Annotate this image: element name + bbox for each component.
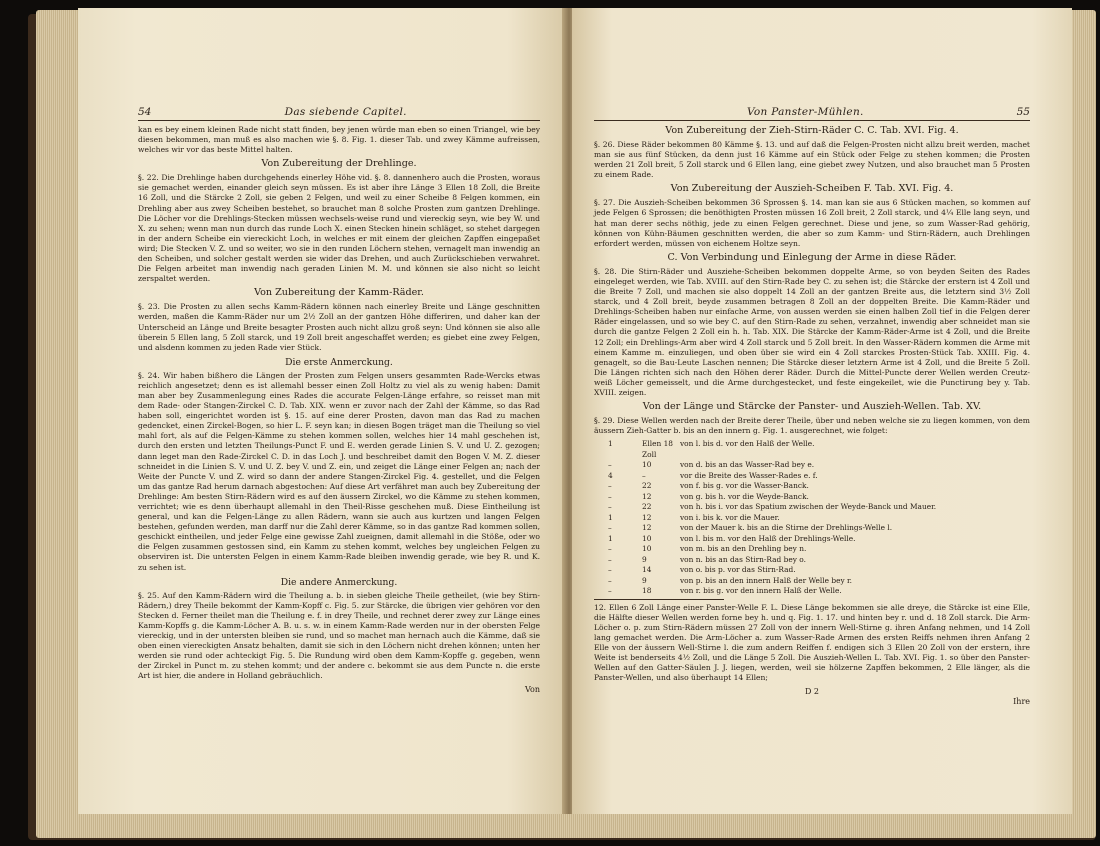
paragraph-27: §. 27. Die Auszieh-Scheiben bekommen 36 Sprossen §. 14. man kan sie aus 6 Stücken machen, so kommen auf jede Felgen 6 Sprossen; die benöthigten Prosten müssen 16 Zoll breit, 2 Zoll starck, und 4¼ Elle lang seyn, und hat man derer sechs nöthig, jede zu einen Felgen gerechnet. Diese und jene, so zum Wasser-Rad gehörig, können von Kühn-Bäumen geschnitten werden, die aber so zum Kamm- und Stirn-Rädern, auch Drehlingen erfordert werden, müssen von eichenem Holtze seyn. <box>594 198 1030 248</box>
paragraph-23: §. 23. Die Prosten zu allen sechs Kamm-Rädern können nach einerley Breite und Länge geschnitten werden, maßen die Kamm-Räder nur um 2½ Zoll an der gantzen Höhe differiren, und daher kan der Unterscheid an Länge und Breite besagter Prosten auch nicht allzu groß seyn: Und können sie also alle überein 5 Ellen lang, 5 Zoll starck, und 19 Zoll breit angeschaffet werden; es giebet eine zwey Felgen, und alsdenn kommen zu jeden Rade vier Stück. <box>138 302 540 352</box>
table-row <box>608 523 1030 534</box>
table-cell: 1 <box>608 533 613 543</box>
left-intro-paragraph: kan es bey einem kleinen Rade nicht statt finden, bey jenen würde man eben so einen Triangel, wie bey diesen bekommen, man muß es also machen wie §. 8. Fig. 1. dieser Tab. und zwey Kämme aufreissen, welches wir vor das beste Mittel halten. <box>138 125 540 155</box>
right-running-head <box>594 106 1030 121</box>
right-page-content <box>572 106 1072 706</box>
table-cell: 18 <box>642 586 652 596</box>
paragraph-29: §. 29. Diese Wellen werden nach der Breite derer Theile, über und neben welche sie zu liegen kommen, von dem äussern Zieh-Gatter b. bis an den innern g. Fig. 1. ausgerechnet, wie folget: <box>594 416 1030 436</box>
table-cell: – <box>608 460 612 470</box>
signature-mark: D 2 <box>804 686 820 696</box>
table-cell: von f. bis g. vor die Wasser-Banck. <box>680 481 809 491</box>
table-cell: 10 <box>642 544 652 554</box>
table-cell: von der Mauer k. bis an die Stirne der Drehlings-Welle l. <box>680 523 893 533</box>
heading-wellen: Von der Länge und Stärcke der Panster- und Auszieh-Wellen. Tab. XV. <box>642 401 982 413</box>
table-cell: – <box>608 481 612 491</box>
table-row <box>608 544 1030 555</box>
table-row <box>608 586 1030 597</box>
table-row <box>608 513 1030 524</box>
heading-arme: C. Von Verbindung und Einlegung der Arme in diese Räder. <box>667 251 957 263</box>
paragraph-total: 12. Ellen 6 Zoll Länge einer Panster-Welle F. L. Diese Länge bekommen sie alle dreye, die Stärcke ist eine Elle, die Hälfte dieser Wellen werden forne bey h. und q. Fig. 1. 17. und hinten bey r. und d. 18 Zoll starck. Die Arm-Löcher o. p. zum Stirn-Rädern müssen 27 Zoll von der innern Well-Stirne g. ihren Anfang nehmen, und 14 Zoll lang gemachet werden. Die Arm-Löcher a. zum Wasser-Rade Armen des ersten Reiffs nehmen ihren Anfang 2 Elle von der äussern Well-Stirne l. die zum andern Reiffen f. endigen sich 3 Ellen 20 Zoll von der erstern, ihre Weite ist benderseits 4½ Zoll, und die Länge 5 Zoll. Die Auszieh-Wellen L. Tab. XVI. Fig. 1. so über den Panster-Wellen auf den Gatter-Säulen J. J. liegen, werden, weil sie hölzerne Zapffen bekommen, 2 Elle länger, als die Panster-Wellen, und also überhaupt 14 Ellen; <box>594 602 1030 683</box>
table-cell: von n. bis an das Stirn-Rad bey o. <box>680 554 806 564</box>
paragraph-24: §. 24. Wir haben bißhero die Längen der Prosten zum Felgen unsers gesammten Rade-Wercks etwas reichlich angesetzet; denn es ist allemahl besser einen Zoll Holtz zu viel als zu wenig haben: Damit man aber bey Zusammenlegung eines Rades die accurate Felgen-Länge erfahre, so reisset man mit dem Rade- oder Stangen-Zirckel C. D. Tab. XIX. wenn er zuvor nach der Zahl der Kämme, so das Rad haben soll, eingerichtet worden ist §. 15. auf eine derer Prosten, davon man das Rad zu machen gedencket, einen Zirckel-Bogen, so hier L. F. seyn kan; in diesen Bogen träget man die Theilung so viel mahl fort, als auf die Felgen-Kämme zu stehen kommen sollen, welches hier 14 mahl geschehen ist, durch den ersten und letzten Theilungs-Punct F. und E. werden gerade Linien S. V. und U. Z. gezogen; dann leget man den Rade-Zirckel C. D. in das Loch J. und beschreibet damit den Bogen V. M. Z. dieser schneidet in die Linien S. V. und U. Z. bey V. und Z. ein, und zeiget die Länge einer Felgen an; nach der Weite der Puncte V. und Z. wird so dann der andere Stangen-Zirckel Fig. 4. gestellet, und die Felgen um das gantze Rad herum darnach abgestochen: Auf diese Art verfähret man auch bey Zubereitung der Drehlinge: Am besten Stirn-Rädern wird es auf den äussern Zirckel, wo die Kämme zu stehen kommen, verrichtet; wie es denn überhaupt allemahl in den Theil-Risse geschehen muß. Diese Eintheilung ist general, und kan die Felgen-Länge zu allen Rädern, wann sie auch aus kurtzen und langen Felgen bestehen, gefunden werden, man darff nur die Zahl derer Kämme, so in das gantze Rad kommen sollen, geschickt eintheilen, und jeder Felge eine gewisse Zahl zueignen, damit allemahl in die Stöße, oder wo die Felgen zusammen gestossen sind, ein Kamm zu stehen kommt, welches bey ungleichen Felgen zu observiren ist. Die untersten Felgen in einem Kamm-Rade bleiben inwendig gerade, wie bey R. und K. zu sehen ist. <box>138 370 540 572</box>
sum-rule <box>594 599 724 600</box>
table-cell: von p. bis an den innern Halß der Welle bey r. <box>680 575 853 585</box>
table-cell: – <box>608 554 612 564</box>
heading-andere-anmerckung: Die andere Anmerckung. <box>280 576 398 588</box>
heading-drehlinge: Von Zubereitung der Drehlinge. <box>261 158 417 170</box>
table-cell: von i. bis k. vor die Mauer. <box>680 512 780 522</box>
left-catchword: Von <box>524 684 540 694</box>
left-running-title: Das siebende Capitel. <box>284 106 407 118</box>
table-cell: von d. bis an das Wasser-Rad bey e. <box>680 460 815 470</box>
table-row <box>608 460 1030 471</box>
left-page <box>78 8 566 814</box>
table-cell: 12 <box>642 523 652 533</box>
table-cell: von r. bis g. vor den innern Halß der Welle. <box>680 586 842 596</box>
table-row <box>608 576 1030 587</box>
table-cell: – <box>608 502 612 512</box>
table-row <box>608 555 1030 566</box>
left-running-head <box>138 106 540 121</box>
table-cell: 12 <box>642 512 652 522</box>
table-cell: – <box>608 586 612 596</box>
table-cell: von l. bis d. vor den Halß der Welle. <box>680 439 815 449</box>
measurement-table <box>608 439 1030 597</box>
table-cell: von m. bis an den Drehling bey n. <box>680 544 807 554</box>
table-cell: 10 <box>642 533 652 543</box>
paragraph-22: §. 22. Die Drehlinge haben durchgehends einerley Höhe vid. §. 8. dannenhero auch die Prosten, woraus sie gemachet werden, einander gleich seyn müssen. Es ist aber ihre Länge 3 Ellen 18 Zoll, die Breite 16 Zoll, und die Stärcke 2 Zoll, sie geben 2 Felgen, und weil zu einer Scheibe 8 Felgen kommen, ein Drehling aber aus zwey Scheiben bestehet, so brauchet man 8 solche Prosten zum gantzen Drehlinge. Die Löcher vor die Drehlings-Stecken müssen wechsels-weise rund und viereckig seyn, wie bey W. und X. zu sehen; wenn man nun durch das runde Loch X. einen Stecken hinein schläget, so stehet dargegen in der andern Scheibe ein viereckicht Loch, in welches er mit einem der gleichen Zapffen eingepaßet wird; Die Stecken V. Z. und so weiter, wo sie in den runden Löchern stehen, vernagelt man inwendig an den Scheiben, und solcher gestalt werden sie wider das Drehen, und auch Zurückschieben verwahret. Die Felgen arbeitet man inwendig nach geraden Linien M. M. und können sie also nicht so leicht zerspaltet werden. <box>138 173 540 284</box>
table-row <box>608 481 1030 492</box>
heading-kamm-raeder: Von Zubereitung der Kamm-Räder. <box>254 287 424 299</box>
table-cell: – <box>642 470 646 480</box>
right-page <box>572 8 1072 814</box>
table-cell: vor die Breite des Wasser-Rades e. f. <box>680 470 818 480</box>
heading-erste-anmerckung: Die erste Anmerckung. <box>285 356 393 368</box>
table-cell: 22 <box>642 502 652 512</box>
table-row <box>608 492 1030 503</box>
table-cell: – <box>608 491 612 501</box>
table-cell: 9 <box>642 575 647 585</box>
table-row <box>608 565 1030 576</box>
heading-auszieh-scheiben: Von Zubereitung der Auszieh-Scheiben F. Tab. XVI. Fig. 4. <box>670 183 954 195</box>
left-page-number: 54 <box>138 106 152 118</box>
table-row <box>608 439 1030 460</box>
table-cell: 1 <box>608 439 613 449</box>
right-catchword: Ihre <box>1013 696 1030 706</box>
table-cell: 22 <box>642 481 652 491</box>
right-running-title: Von Panster-Mühlen. <box>746 106 864 118</box>
table-row <box>608 534 1030 545</box>
table-cell: 9 <box>642 554 647 564</box>
table-cell: 4 <box>608 470 613 480</box>
table-row <box>608 471 1030 482</box>
table-cell: – <box>608 544 612 554</box>
table-cell: – <box>608 575 612 585</box>
table-cell: 10 <box>642 460 652 470</box>
table-cell: von g. bis h. vor die Weyde-Banck. <box>680 491 809 501</box>
paragraph-26: §. 26. Diese Räder bekommen 80 Kämme §. 13. und auf daß die Felgen-Prosten nicht allzu breit werden, machet man sie aus fünf Stücken, da denn just 16 Kämme auf ein Stück oder Felge zu stehen kommen; die Prosten werden 21 Zoll breit, 5 Zoll starck und 6 Ellen lang, eine giebet zwey Nutzen, und also brauchet man 5 Prosten zu einem Rade. <box>594 140 1030 180</box>
table-row <box>608 502 1030 513</box>
table-cell: 12 <box>642 491 652 501</box>
table-cell: – <box>608 523 612 533</box>
heading-zieh-stirn-raeder: Von Zubereitung der Zieh-Stirn-Räder C. C. Tab. XVI. Fig. 4. <box>665 125 959 136</box>
table-cell: Ellen 18 Zoll <box>642 439 674 459</box>
table-cell: von h. bis i. vor das Spatium zwischen der Weyde-Banck und Mauer. <box>680 502 937 512</box>
table-cell: 14 <box>642 565 652 575</box>
left-page-content <box>78 106 566 694</box>
table-cell: 1 <box>608 512 613 522</box>
table-cell: von l. bis m. vor den Halß der Drehlings-Welle. <box>680 533 856 543</box>
paragraph-25: §. 25. Auf den Kamm-Rädern wird die Theilung a. b. in sieben gleiche Theile getheilet, (wie bey Stirn-Rädern,) drey Theile bekommt der Kamm-Kopff c. Fig. 5. zur Stärcke, die übrigen vier gehören vor den Stecken d. Ferner theilet man die Theilung e. f. in drey Theile, und rechnet derer zwey zur Länge eines Kamm-Kopffs g. die Kamm-Löcher A. B. u. s. w. in einem Kamm-Rade werden nur in der obersten Felge viereckig, und in der untersten bleiben sie rund, und so machet man hernach auch die Kämme, daß sie oben einen viereckigten Ansatz behalten, damit sie sich in den Löchern nicht drehen können; unten her werden sie rund oder achteckigt Fig. 5. Die Rundung wird oben dem Kamm-Kopffe g. gegeben, wenn der Zirckel in Punct m. zu stehen kommt; und der andere c. bekommt sie aus dem Puncte n. die erste Art ist hier, die andere in Holland gebräuchlich. <box>138 590 540 681</box>
right-page-number: 55 <box>1016 106 1030 118</box>
paragraph-28: §. 28. Die Stirn-Räder und Ausziehe-Scheiben bekommen doppelte Arme, so von beyden Seiten des Rades eingeleget werden, wie Tab. XVIII. auf den Stirn-Rade bey C. zu sehen ist; die Stärcke der erstern ist 4 Zoll und die Breite 7 Zoll, und machen sie also doppelt 14 Zoll an der gantzen Breite aus, die letztern sind 3½ Zoll starck, und 4 Zoll breit, beyde zusammen betragen 8 Zoll an der doppelten Breite. Die Kamm-Räder und Drehlings-Scheiben haben nur einfache Arme, von aussen werden sie einen halben Zoll tief in die Felgen derer Räder eingelassen, und so wie bey C. auf den Stirn-Rade zu sehen, verzahnet, inwendig aber schneidet man sie durch die gantze Felgen 2 Zoll ein h. h. Tab. XIX. Die Stärcke der Kamm-Räder-Arme ist 4 Zoll, und die Breite 12 Zoll; ein Drehlings-Arm aber wird 4 Zoll starck und 5 Zoll breit. In den Wasser-Rädern kommen die Arme mit einem Kamme m. einzuliegen, und oben über sie wird ein 4 Zoll starckes Prosten-Stück Tab. XXIII. Fig. 4. genagelt, so die Bau-Leute Laschen nennen; Die Stärcke dieser letztern Arme ist 4 Zoll, und die Breite 5 Zoll. Die Längen richten sich nach den Höhen derer Räder. Durch die Mittel-Puncte derer Wellen werden Creutz-weiß Löcher gemeisselt, und die Arme durchgestecket, und feste eingekeilet, wie die Punctirung bey y. Tab. XVIII. zeigen. <box>594 266 1030 397</box>
table-cell: von o. bis p. vor das Stirn-Rad. <box>680 565 796 575</box>
table-cell: – <box>608 565 612 575</box>
